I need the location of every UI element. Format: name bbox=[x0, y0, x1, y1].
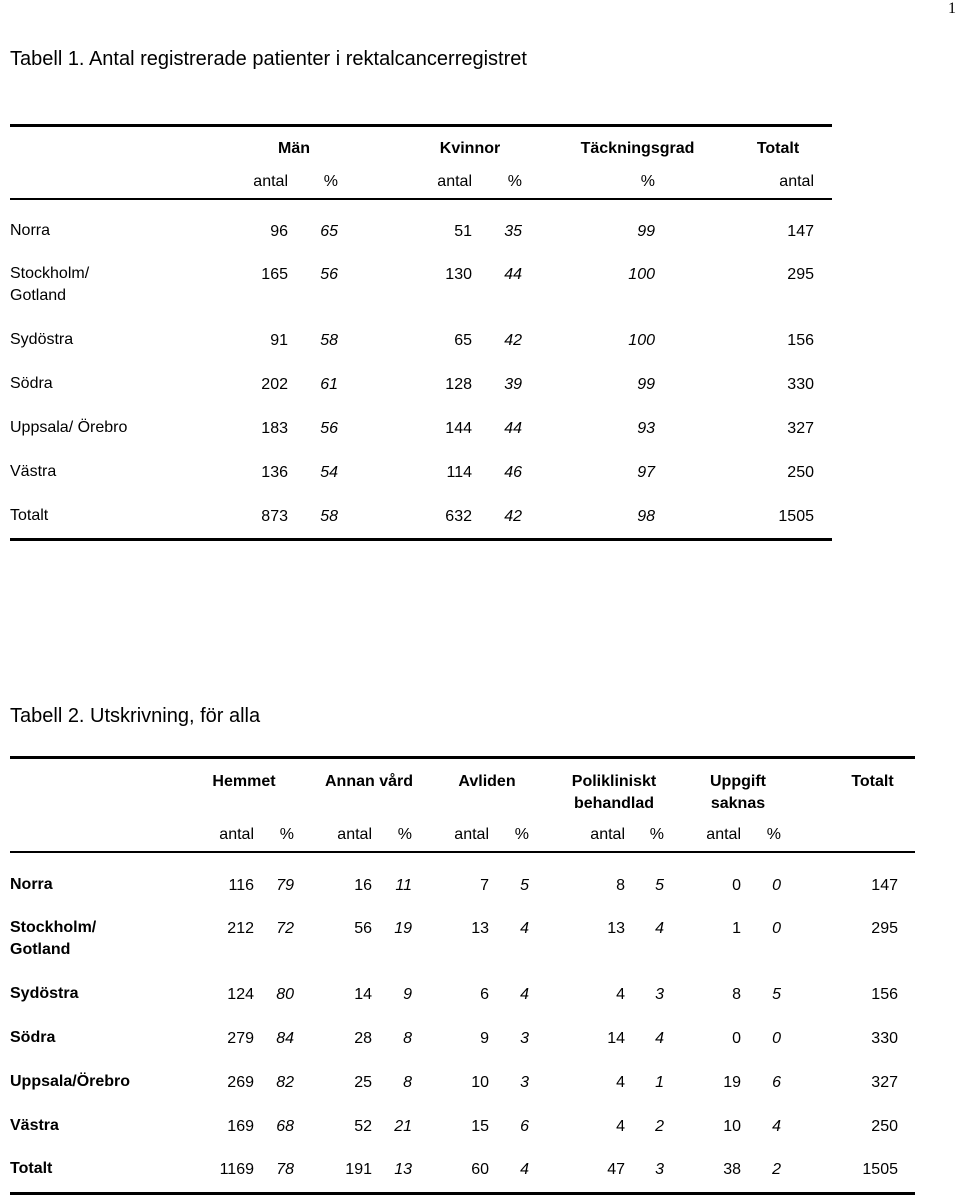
table1-cell: 128 bbox=[445, 376, 472, 393]
table1-sub-header: % bbox=[323, 173, 338, 190]
table1-cell: 144 bbox=[445, 420, 472, 437]
table1-cell: 58 bbox=[320, 508, 338, 525]
table1-cell: 56 bbox=[320, 266, 338, 283]
table2-row-label: Södra bbox=[10, 1029, 56, 1046]
table1-cell: 44 bbox=[504, 420, 522, 437]
table1-cell: 136 bbox=[261, 464, 288, 481]
table2-cell: 10 bbox=[723, 1118, 741, 1135]
table1-row-label: Sydöstra bbox=[10, 331, 74, 348]
table2-row-label: Uppsala/Örebro bbox=[10, 1073, 131, 1090]
table2-cell: 4 bbox=[616, 1118, 625, 1135]
table2-cell: 13 bbox=[607, 920, 625, 937]
table2-cell: 0 bbox=[772, 877, 781, 894]
table2-cell: 124 bbox=[227, 986, 254, 1003]
table1-cell: 44 bbox=[504, 266, 522, 283]
table1-cell: 100 bbox=[628, 266, 655, 283]
table1-row-label: Uppsala/ Örebro bbox=[10, 419, 128, 436]
table2-cell: 327 bbox=[871, 1074, 898, 1091]
table2-cell: 330 bbox=[871, 1030, 898, 1047]
table1-cell: 51 bbox=[454, 223, 472, 240]
table1-cell: 873 bbox=[261, 508, 288, 525]
table2-cell: 47 bbox=[607, 1161, 625, 1178]
table1-cell: 632 bbox=[445, 508, 472, 525]
table2-cell: 9 bbox=[480, 1030, 489, 1047]
table1-cell: 330 bbox=[787, 376, 814, 393]
table2-cell: 7 bbox=[480, 877, 489, 894]
table2-sub-header: antal bbox=[337, 826, 372, 843]
table2-cell: 13 bbox=[471, 920, 489, 937]
table2-cell: 10 bbox=[471, 1074, 489, 1091]
table2-sub-header: antal bbox=[454, 826, 489, 843]
table2-row-label: Västra bbox=[10, 1117, 59, 1134]
table1-row-label: Norra bbox=[10, 222, 51, 239]
table2-cell: 147 bbox=[871, 877, 898, 894]
table1-sub-header: % bbox=[507, 173, 522, 190]
table2-cell: 8 bbox=[732, 986, 741, 1003]
table2-cell: 1 bbox=[732, 920, 741, 937]
table2-cell: 6 bbox=[772, 1074, 781, 1091]
table2-cell: 0 bbox=[772, 1030, 781, 1047]
table2-cell: 79 bbox=[276, 877, 294, 894]
table2-cell: 68 bbox=[276, 1118, 294, 1135]
table1-row-label: Stockholm/ Gotland bbox=[10, 265, 90, 304]
table2-cell: 4 bbox=[655, 1030, 664, 1047]
table2-cell: 3 bbox=[520, 1074, 529, 1091]
table2-cell: 19 bbox=[723, 1074, 741, 1091]
table1-sub-header: antal bbox=[253, 173, 288, 190]
table2-sub-header: % bbox=[279, 826, 294, 843]
table1-cell: 96 bbox=[270, 223, 288, 240]
table1-row-label: Södra bbox=[10, 375, 53, 392]
table2-cell: 0 bbox=[732, 1030, 741, 1047]
table2-cell: 269 bbox=[227, 1074, 254, 1091]
table2-cell: 0 bbox=[732, 877, 741, 894]
table2-cell: 4 bbox=[655, 920, 664, 937]
table2-top-rule bbox=[10, 756, 915, 759]
table1-cell: 39 bbox=[504, 376, 522, 393]
table2-group-header: Avliden bbox=[458, 773, 516, 790]
table2-cell: 8 bbox=[403, 1074, 412, 1091]
table2-cell: 4 bbox=[772, 1118, 781, 1135]
table2-cell: 80 bbox=[276, 986, 294, 1003]
table1-cell: 250 bbox=[787, 464, 814, 481]
table2-cell: 13 bbox=[394, 1161, 412, 1178]
table1-cell: 183 bbox=[261, 420, 288, 437]
table1-cell: 42 bbox=[504, 332, 522, 349]
table2-cell: 1 bbox=[655, 1074, 664, 1091]
table2-cell: 4 bbox=[520, 986, 529, 1003]
table1-cell: 165 bbox=[261, 266, 288, 283]
table2-cell: 5 bbox=[520, 877, 529, 894]
table1-cell: 114 bbox=[446, 464, 472, 481]
table2-cell: 279 bbox=[227, 1030, 254, 1047]
table1-row-label: Totalt bbox=[10, 507, 49, 524]
table2-cell: 15 bbox=[471, 1118, 489, 1135]
table2-cell: 156 bbox=[871, 986, 898, 1003]
table2-sub-header: % bbox=[397, 826, 412, 843]
table2-cell: 250 bbox=[871, 1118, 898, 1135]
table1-group-header: Kvinnor bbox=[439, 140, 501, 157]
table1-cell: 327 bbox=[787, 420, 814, 437]
table2-cell: 5 bbox=[655, 877, 664, 894]
table2-sub-header: % bbox=[766, 826, 781, 843]
table2-cell: 169 bbox=[227, 1118, 254, 1135]
table2-cell: 5 bbox=[772, 986, 781, 1003]
table2-cell: 14 bbox=[607, 1030, 625, 1047]
table2-sub-header: % bbox=[649, 826, 664, 843]
table2-group-header: Uppgift saknas bbox=[710, 773, 766, 812]
table2-cell: 191 bbox=[345, 1161, 372, 1178]
table1-cell: 61 bbox=[320, 376, 338, 393]
table2-bottom-rule bbox=[10, 1192, 915, 1195]
table2-cell: 72 bbox=[276, 920, 294, 937]
table2-caption: Tabell 2. Utskrivning, för alla bbox=[10, 705, 261, 727]
table1-top-rule bbox=[10, 124, 832, 127]
table2-sub-header: % bbox=[514, 826, 529, 843]
table2-cell: 4 bbox=[616, 986, 625, 1003]
table2-cell: 78 bbox=[276, 1161, 294, 1178]
table1-cell: 46 bbox=[504, 464, 522, 481]
table1-cell: 56 bbox=[320, 420, 338, 437]
table1-cell: 54 bbox=[320, 464, 338, 481]
table1-sub-header: % bbox=[640, 173, 655, 190]
table2-row-label: Norra bbox=[10, 876, 53, 893]
table2-cell: 1505 bbox=[862, 1161, 898, 1178]
table2-group-header: Hemmet bbox=[212, 773, 276, 790]
table1-cell: 156 bbox=[787, 332, 814, 349]
table2-group-header: Polikliniskt behandlad bbox=[571, 773, 657, 812]
table2-cell: 9 bbox=[403, 986, 412, 1003]
table2-row-label: Stockholm/ Gotland bbox=[10, 919, 97, 958]
table1-cell: 1505 bbox=[778, 508, 814, 525]
table2-cell: 21 bbox=[394, 1118, 412, 1135]
table2-cell: 16 bbox=[354, 877, 372, 894]
table2-cell: 4 bbox=[520, 920, 529, 937]
table2-cell: 25 bbox=[354, 1074, 372, 1091]
table2-cell: 212 bbox=[227, 920, 254, 937]
table1-cell: 42 bbox=[504, 508, 522, 525]
page-number: 1 bbox=[948, 0, 956, 17]
table2-cell: 52 bbox=[354, 1118, 372, 1135]
table2-cell: 8 bbox=[616, 877, 625, 894]
table1-sub-header: antal bbox=[779, 173, 814, 190]
table2-group-header: Annan vård bbox=[324, 773, 413, 790]
table2-cell: 8 bbox=[403, 1030, 412, 1047]
table2-row-label: Sydöstra bbox=[10, 985, 79, 1002]
table2-cell: 4 bbox=[616, 1074, 625, 1091]
table2-cell: 84 bbox=[276, 1030, 294, 1047]
table2-cell: 28 bbox=[354, 1030, 372, 1047]
table2-cell: 6 bbox=[480, 986, 489, 1003]
table1-cell: 93 bbox=[637, 420, 655, 437]
table2-cell: 0 bbox=[772, 920, 781, 937]
table1-cell: 98 bbox=[637, 508, 655, 525]
table1-cell: 147 bbox=[787, 223, 814, 240]
table1-cell: 295 bbox=[787, 266, 814, 283]
table1-bottom-rule bbox=[10, 538, 832, 541]
table2-sub-header: antal bbox=[590, 826, 625, 843]
table2-group-header: Totalt bbox=[851, 773, 894, 790]
table2-cell: 3 bbox=[655, 986, 664, 1003]
table2-cell: 56 bbox=[354, 920, 372, 937]
table1-caption: Tabell 1. Antal registrerade patienter i rektalcancerregistret bbox=[10, 48, 527, 70]
table2-cell: 3 bbox=[655, 1161, 664, 1178]
table2-cell: 14 bbox=[354, 986, 372, 1003]
table1-group-header: Totalt bbox=[756, 140, 800, 157]
table1-group-header: Täckningsgrad bbox=[580, 140, 695, 157]
table1-sub-header: antal bbox=[437, 173, 472, 190]
table1-cell: 35 bbox=[504, 223, 522, 240]
table2-cell: 6 bbox=[520, 1118, 529, 1135]
table2-cell: 2 bbox=[772, 1161, 781, 1178]
table1-cell: 99 bbox=[637, 223, 655, 240]
table2-cell: 38 bbox=[723, 1161, 741, 1178]
table2-cell: 11 bbox=[395, 877, 412, 894]
table2-cell: 116 bbox=[228, 877, 254, 894]
table2-cell: 3 bbox=[520, 1030, 529, 1047]
table2-cell: 82 bbox=[276, 1074, 294, 1091]
table1-cell: 65 bbox=[454, 332, 472, 349]
table1-row-label: Västra bbox=[10, 463, 57, 480]
table1-cell: 99 bbox=[637, 376, 655, 393]
table2-cell: 2 bbox=[655, 1118, 664, 1135]
table2-sub-header: antal bbox=[219, 826, 254, 843]
table2-cell: 60 bbox=[471, 1161, 489, 1178]
table1-cell: 65 bbox=[320, 223, 338, 240]
table2-header-rule bbox=[10, 851, 915, 853]
table1-cell: 100 bbox=[628, 332, 655, 349]
table2-row-label: Totalt bbox=[10, 1160, 53, 1177]
table1-group-header: Män bbox=[278, 140, 310, 157]
table2-cell: 19 bbox=[394, 920, 412, 937]
table2-cell: 4 bbox=[520, 1161, 529, 1178]
table1-header-rule bbox=[10, 198, 832, 200]
table2-cell: 295 bbox=[871, 920, 898, 937]
table1-cell: 91 bbox=[270, 332, 288, 349]
table2-sub-header: antal bbox=[706, 826, 741, 843]
table1-cell: 202 bbox=[261, 376, 288, 393]
table1-cell: 130 bbox=[445, 266, 472, 283]
table2-cell: 1169 bbox=[219, 1161, 254, 1178]
table1-cell: 58 bbox=[320, 332, 338, 349]
table1-cell: 97 bbox=[637, 464, 655, 481]
